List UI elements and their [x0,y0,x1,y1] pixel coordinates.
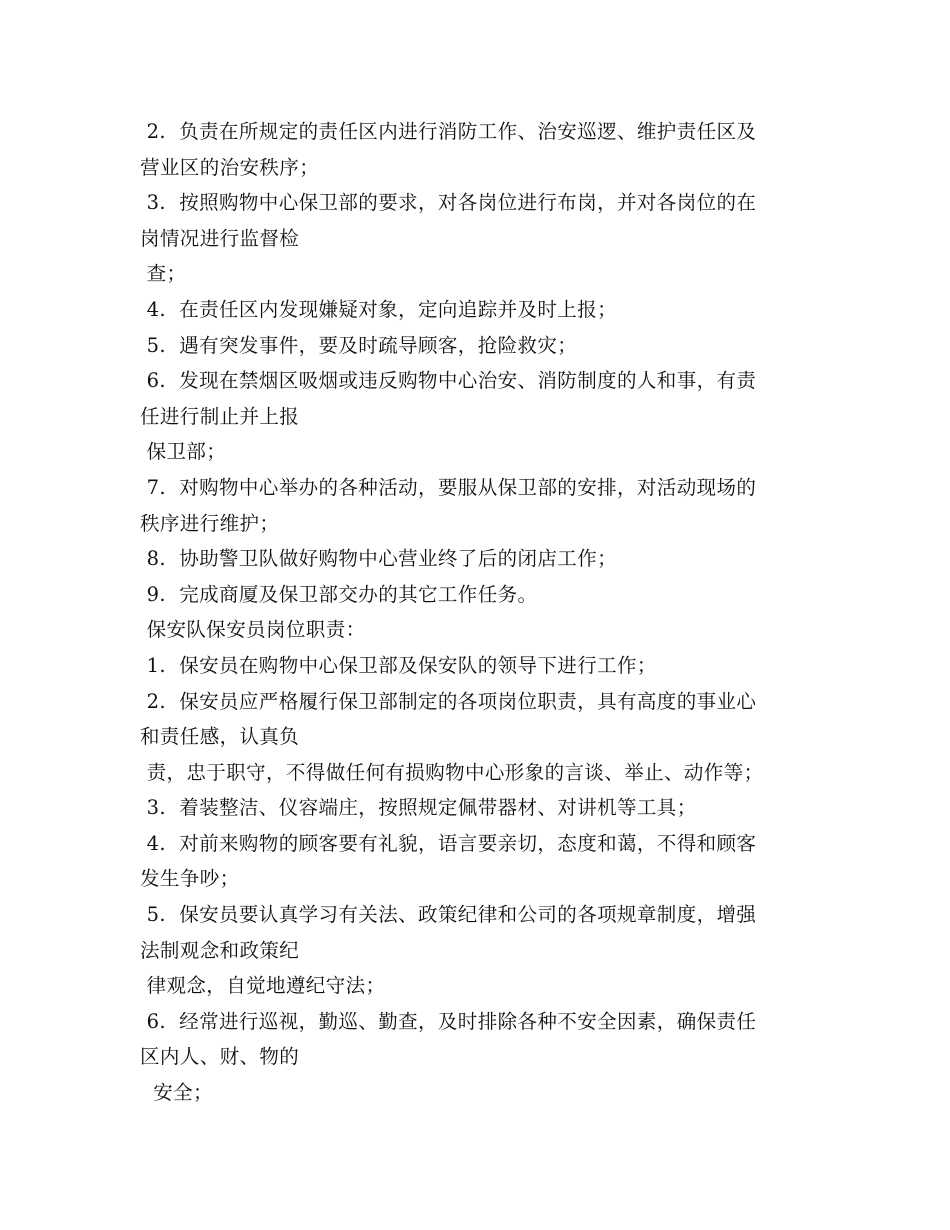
text-line: 4. 在责任区内发现嫌疑对象，定向追踪并及时上报； [140,297,618,321]
text-line: 营业区的治安秩序； [140,155,320,179]
text-line: 安全； [140,1081,213,1105]
text-line: 4. 对前来购物的顾客要有礼貌，语言要亲切，态度和蔼，不得和顾客 [140,831,757,855]
text-line: 1. 保安员在购物中心保卫部及保安队的领导下进行工作； [140,653,657,677]
text-line: 5. 遇有突发事件，要及时疏导顾客，抢险救灾； [140,333,578,357]
text-line: 区内人、财、物的 [140,1045,300,1069]
document-body [140,114,820,1111]
text-line: 和责任感，认真负 [140,725,300,749]
text-line: 律观念，自觉地遵纪守法； [140,974,386,998]
text-line: 2. 负责在所规定的责任区内进行消防工作、治安巡逻、维护责任区及 [140,120,757,143]
text-line: 8. 协助警卫队做好购物中心营业终了后的闭店工作； [140,547,618,571]
text-line: 6. 经常进行巡视，勤巡、勤查，及时排除各种不安全因素，确保责任 [140,1009,757,1033]
text-line: 发生争吵； [140,867,240,891]
text-line: 秩序进行维护； [140,511,280,535]
text-line: 任进行制止并上报 [140,404,300,428]
text-line: 9. 完成商厦及保卫部交办的其它工作任务。 [140,582,538,606]
text-line: 保安队保安员岗位职责： [140,618,366,642]
text-line: 查； [140,262,187,286]
text-line: 岗情况进行监督检 [140,226,300,250]
text-line: 责，忠于职守，不得做任何有损购物中心形象的言谈、举止、动作等； [140,760,764,784]
text-line: 3. 着装整洁、仪容端庄，按照规定佩带器材、对讲机等工具； [140,796,697,820]
text-line: 5. 保安员要认真学习有关法、政策纪律和公司的各项规章制度，增强 [140,903,757,927]
text-line: 3. 按照购物中心保卫部的要求，对各岗位进行布岗，并对各岗位的在 [140,191,757,215]
text-line: 法制观念和政策纪 [140,938,300,962]
text-line: 7. 对购物中心举办的各种活动，要服从保卫部的安排，对活动现场的 [140,475,757,499]
text-line: 2. 保安员应严格履行保卫部制定的各项岗位职责，具有高度的事业心 [140,689,757,713]
text-line: 保卫部； [140,440,227,464]
text-line: 6. 发现在禁烟区吸烟或违反购物中心治安、消防制度的人和事，有责 [140,369,757,393]
